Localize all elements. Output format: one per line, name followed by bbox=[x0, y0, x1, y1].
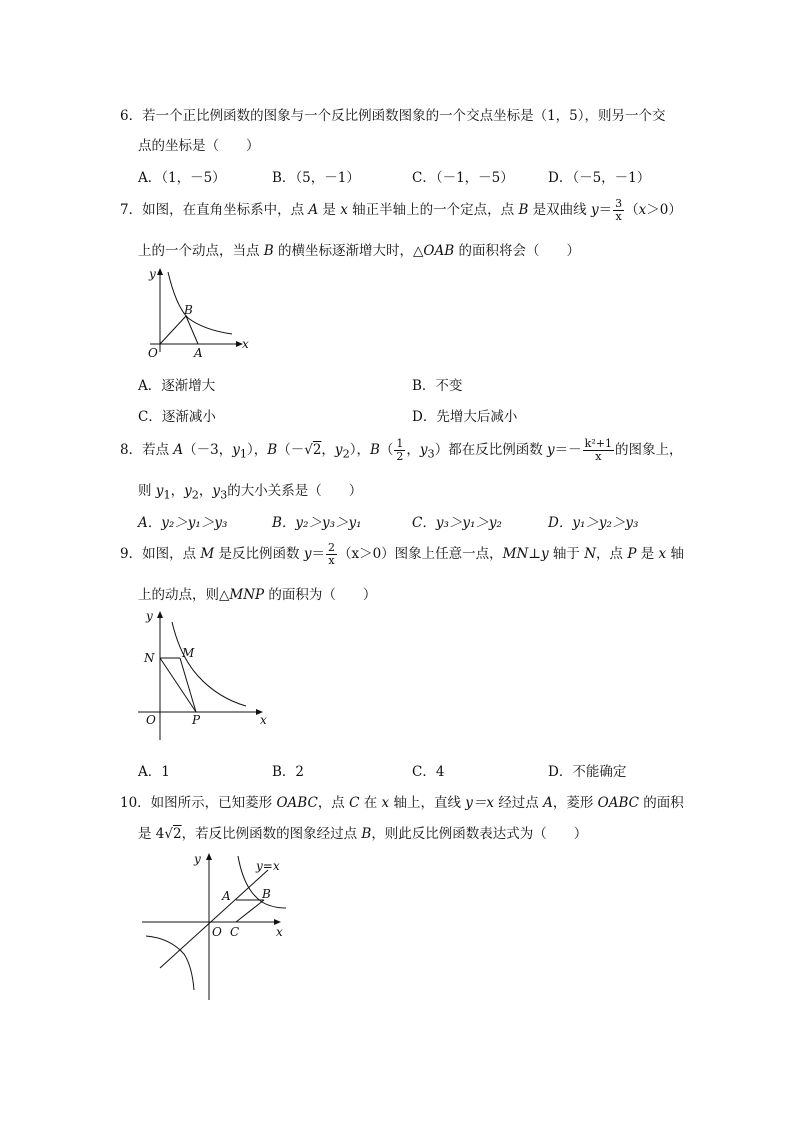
q9-label-p: P bbox=[192, 713, 201, 727]
q7-label-x: x bbox=[242, 337, 249, 351]
q9-label-y: y bbox=[146, 609, 153, 623]
q10-figure bbox=[140, 850, 290, 1002]
q7-option-b: B．不变 bbox=[412, 378, 463, 394]
q7-option-c: C．逐渐减小 bbox=[138, 409, 216, 425]
q7-label-a: A bbox=[194, 346, 203, 360]
q8-line2: 则 $y_1$，$y_2$，$y_3$的大小关系是（ ） bbox=[138, 483, 363, 502]
q6-line1: 6．若一个正比例函数的图象与一个反比例函数图象的一个交点坐标是（1，5），则另一个交 bbox=[120, 108, 666, 124]
q9-y-arrow bbox=[157, 611, 163, 618]
q9-segment-mp bbox=[180, 658, 196, 712]
q10-line2: 是 4√2，若反比例函数的图象经过点 B，则此反比例函数表达式为（ ） bbox=[138, 826, 588, 842]
q7-segment-ob bbox=[160, 316, 186, 344]
q10-label-a: A bbox=[222, 889, 231, 903]
q9-option-d: D．不能确定 bbox=[548, 764, 627, 780]
q9-label-m: M bbox=[182, 646, 195, 660]
q8-fraction-k: $\frac{\text{k²+1}}{x}$ bbox=[584, 437, 612, 463]
q6-line2: 点的坐标是（ ） bbox=[138, 138, 260, 154]
q9-option-b: B．2 bbox=[272, 764, 305, 780]
q9-figure bbox=[138, 608, 270, 742]
q7-label-y: y bbox=[149, 267, 156, 281]
q9-label-o: O bbox=[146, 713, 156, 727]
q9-line1: 9．如图，点 M 是反比例函数 y＝ $\frac{2}{x}$ （x＞0）图象上任意一点，MN⊥y 轴于 N，点 P 是 x 轴 bbox=[120, 541, 684, 567]
q7-line1: 7．如图，在直角坐标系中，点 A 是 x 轴正半轴上的一个定点，点 B 是双曲线 y＝ $\frac{3}{x}$ （x＞0） bbox=[120, 197, 682, 223]
q7-figure bbox=[140, 266, 250, 362]
q10-line1: 10．如图所示，已知菱形 OABC，点 C 在 x 轴上，直线 y＝x 经过点 A，菱形 OABC 的面积 bbox=[120, 795, 684, 811]
q7-option-a: A．逐渐增大 bbox=[138, 378, 216, 394]
q8-option-a: A．y₂＞y₁＞y₃ bbox=[138, 515, 228, 531]
q8-option-d: D．y₁＞y₂＞y₃ bbox=[548, 515, 639, 531]
q8-option-b: B．y₂＞y₃＞y₁ bbox=[272, 515, 362, 531]
q10-label-o: O bbox=[212, 925, 222, 939]
q10-label-line: y=x bbox=[256, 859, 280, 873]
q7-option-d: D．先增大后减小 bbox=[412, 409, 518, 425]
q10-line-y-eq-x bbox=[160, 870, 268, 968]
q7-line2: 上的一个动点，当点 B 的横坐标逐渐增大时，△OAB 的面积将会（ ） bbox=[138, 243, 580, 259]
q9-fraction: $\frac{2}{x}$ bbox=[327, 541, 335, 567]
q10-label-x: x bbox=[276, 925, 283, 939]
q6-option-b: B．（5，－1） bbox=[272, 170, 360, 186]
q9-label-x: x bbox=[260, 713, 267, 727]
q10-segment-bc bbox=[236, 900, 264, 922]
q6-option-a: A．（1，－5） bbox=[138, 170, 226, 186]
q8-option-c: C．y₃＞y₁＞y₂ bbox=[412, 515, 502, 531]
q9-line2: 上的动点，则△MNP 的面积为（ ） bbox=[138, 587, 377, 603]
q9-label-n: N bbox=[144, 651, 155, 665]
q7-label-o: O bbox=[148, 346, 158, 360]
q10-label-c: C bbox=[230, 925, 240, 939]
q10-label-b: B bbox=[262, 887, 271, 901]
q7-y-arrow bbox=[157, 268, 163, 275]
q6-option-d: D．（－5，－1） bbox=[548, 170, 651, 186]
q10-y-arrow bbox=[206, 853, 212, 860]
q7-label-b: B bbox=[184, 303, 193, 317]
q8-fraction-half: $\frac{1}{2}$ bbox=[396, 437, 404, 463]
q9-option-c: C．4 bbox=[412, 764, 445, 780]
q8-line1: 8．若点 A（－3，$y_1$），B（－√2，$y_2$），B（ $\frac{1}{2}$ ，$y_3$）都在反比例函数 y＝－ $\frac{\text{k²+1}}{x}$ 的图象上， bbox=[120, 437, 683, 463]
q7-fraction: $\frac{3}{x}$ bbox=[615, 197, 623, 223]
q9-option-a: A．1 bbox=[138, 764, 170, 780]
q6-option-c: C．（－1，－5） bbox=[412, 170, 514, 186]
q10-label-y: y bbox=[194, 852, 201, 866]
